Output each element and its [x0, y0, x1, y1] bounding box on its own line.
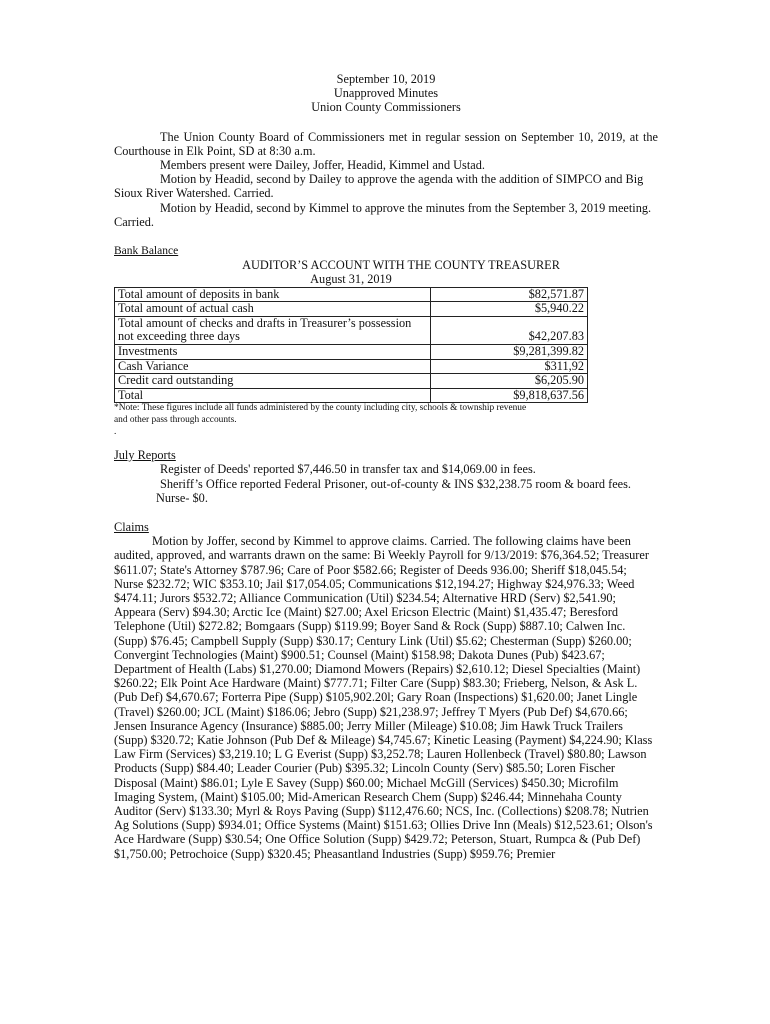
row-amount: $42,207.83 [430, 316, 587, 344]
bank-balance-heading: Bank Balance [114, 245, 179, 258]
minutes-motion: Motion by Headid, second by Kimmel to approve the minutes from the September 3, 2019 meeting. Carried. [114, 200, 652, 229]
table-row [115, 359, 588, 374]
bank-note: *Note: These figures include all funds administered by the county including city, schools & township revenue and other pass through accounts. [114, 403, 527, 425]
agenda-motion: Motion by Headid, second by Dailey to approve the agenda with the addition of SIMPCO and Big Sioux River Watershed. Carried. [114, 172, 644, 201]
claims-heading: Claims [114, 519, 149, 534]
bank-table-date: August 31, 2019 [310, 272, 392, 287]
nurse-report: Nurse- $0. [156, 490, 208, 505]
row-label: Total amount of deposits in bank [115, 287, 431, 302]
row-amount: $311,92 [430, 359, 587, 374]
bank-balance-table [114, 287, 588, 404]
row-amount: $5,940.22 [430, 302, 587, 317]
meeting-date: September 10, 2019 [336, 72, 436, 86]
row-label: Investments [115, 345, 431, 360]
organization-name: Union County Commissioners [311, 100, 461, 115]
intro-paragraph: The Union County Board of Commissioners met in regular session on September 10, 2019, at the Courthouse in Elk Point, SD at 8:30 a.m. [114, 129, 658, 158]
table-row [115, 302, 588, 317]
row-label: Total amount of checks and drafts in Treasurer’s possession not exceeding three days [115, 316, 431, 344]
table-row [115, 374, 588, 389]
july-reports-heading: July Reports [114, 448, 176, 463]
row-label: Cash Variance [115, 359, 431, 374]
table-row [115, 316, 588, 344]
document-subtitle: Unapproved Minutes [333, 86, 439, 101]
table-row [115, 345, 588, 360]
table-row [115, 287, 588, 302]
document-page [114, 72, 658, 861]
row-label: Credit card outstanding [115, 374, 431, 389]
table-row [115, 388, 588, 403]
register-of-deeds-report: Register of Deeds' reported $7,446.50 in transfer tax and $14,069.00 in fees. [160, 462, 536, 477]
members-present: Members present were Dailey, Joffer, Headid, Kimmel and Ustad. [160, 158, 485, 173]
bank-note-dot: . [114, 426, 117, 437]
row-amount: $82,571.87 [430, 287, 587, 302]
claims-paragraph: Motion by Joffer, second by Kimmel to approve claims. Carried. The following claims have been audited, approved, and warrants drawn on the same: Bi Weekly Payroll for 9/13/2019: $76,364.52; Treasurer $611.07; State's Attorney $787.96; Care of Poor $582.66; Register of Deeds 936.00; Sheriff $18,045.54; Nurse $232.72; WIC $353.10; Jail $17,054.05; Communications $12,194.27; Highway $24,976.33; Weed $474.11; Jurors $532.72; Alliance Communication (Util) $234.54; Alternative HRD (Serv) $2,541.90; Appeara (Serv) $94.30; Arctic Ice (Maint) $27.00; Axel Ericson Electric (Maint) $1,435.47; Beresford Telephone (Util) $272.82; Bomgaars (Supp) $119.99; Boyer Sand & Rock (Supp) $887.10; Calwen Inc. (Supp) $76.45; Campbell Supply (Supp) $30.17; Century Link (Util) $5.62; Chesterman (Supp) $260.00; Convergint Technologies (Maint) $900.51; Counsel (Maint) $158.98; Dakota Dunes (Pub) $423.67; Department of Health (Labs) $1,270.00; Diamond Mowers (Repairs) $2,610.12; Diesel Specialties (Maint) $260.22; Elk Point Ace Hardware (Maint) $777.71; Filter Care (Supp) $83.30; Frieberg, Nelson, & Ask L. (Pub Def) $4,670.67; Forterra Pipe (Supp) $105,902.20l; Gary Roan (Inspections) $1,620.00; Janet Lingle (Travel) $260.00; JCL (Maint) $186.06; Jebro (Supp) $21,238.97; Jeffrey T Myers (Pub Def) $4,670.66; Jensen Insurance Agency (Insurance) $885.00; Jerry Miller (Mileage) $10.08; Jim Hawk Truck Trailers (Supp) $320.72; Katie Johnson (Pub Def & Mileage) $4,745.67; Kinetic Leasing (Payment) $4,224.90; Klass Law Firm (Services) $3,219.10; L G Everist (Supp) $3,252.78; Lauren Hollenbeck (Travel) $80.80; Lawson Products (Supp) $84.40; Leader Courier (Pub) $395.32; Lincoln County (Serv) $85.50; Loren Fischer Disposal (Maint) $86.01; Lyle E Savey (Supp) $60.00; Michael McGill (Services) $450.30; Microfilm Imaging System, (Maint) $105.00; Mid-American Research Chem (Supp) $246.44; Minnehaha County Auditor (Serv) $133.30; Myrl & Roys Paving (Supp) $112,476.60; NCS, Inc. (Collections) $208.78; Nutrien Ag Solutions (Supp) $934.01; Office Systems (Maint) $151.63; Ollies Drive Inn (Meals) $12,523.61; Olson's Ace Hardware (Supp) $30.54; One Office Solution (Supp) $429.72; Peterson, Stuart, Rumpca & (Pub Def) $1,750.00; Petrochoice (Supp) $320.45; Pheasantland Industries (Supp) $959.76; Premier [114, 534, 653, 861]
row-amount: $9,281,399.82 [430, 345, 587, 360]
row-amount: $9,818,637.56 [430, 388, 587, 403]
bank-table-title: AUDITOR’S ACCOUNT WITH THE COUNTY TREASURER [242, 258, 560, 273]
sheriff-report: Sheriff’s Office reported Federal Prisoner, out-of-county & INS $32,238.75 room & board fees. [160, 476, 632, 491]
row-label: Total [115, 388, 431, 403]
row-label: Total amount of actual cash [115, 302, 431, 317]
row-amount: $6,205.90 [430, 374, 587, 389]
